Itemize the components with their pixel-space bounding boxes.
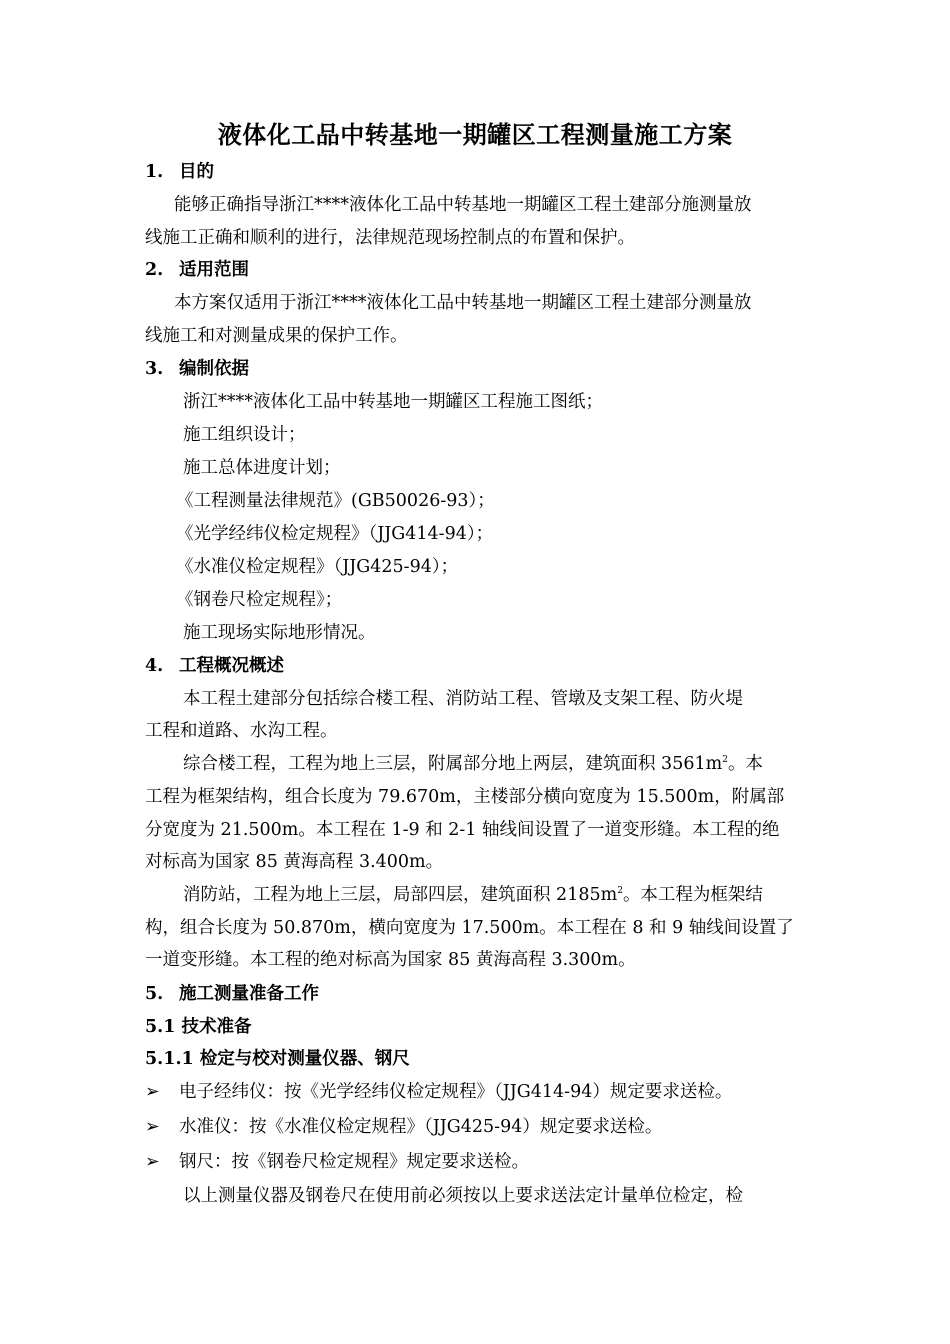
text-run: 消防站，工程为地上三层，局部四层，建筑面积 2185m <box>183 885 618 905</box>
text-run: 综合楼工程，工程为地上三层，附属部分地上两层，建筑面积 3561m <box>183 754 723 774</box>
bullet-item <box>145 1115 662 1139</box>
reference-item: 施工组织设计； <box>183 425 306 445</box>
subsection-5-1-1-heading: 5.1.1 检定与校对测量仪器、钢尺 <box>145 1049 410 1069</box>
reference-item: 《水准仪检定规程》（JJG425-94）； <box>176 557 459 577</box>
paragraph-line: 一道变形缝。本工程的绝对标高为国家 85 黄海高程 3.300m。 <box>145 950 636 970</box>
text-run: 。本工程为框架结 <box>622 885 763 905</box>
bullet-text: 钢尺：按《钢卷尺检定规程》规定要求送检。 <box>179 1152 529 1172</box>
section-1-heading <box>145 160 214 184</box>
reference-item: 《工程测量法律规范》(GB50026-93）； <box>176 491 495 511</box>
section-title: 适用范围 <box>179 260 249 280</box>
section-5-heading <box>145 982 319 1006</box>
reference-item: 《钢卷尺检定规程》； <box>176 590 343 610</box>
superscript: 2 <box>617 886 623 896</box>
section-title: 目的 <box>179 162 214 182</box>
paragraph-line: 本工程土建部分包括综合楼工程、消防站工程、管墩及支架工程、防火堤 <box>183 689 743 709</box>
paragraph-line: 分宽度为 21.500m。本工程在 1-9 和 2-1 轴线间设置了一道变形缝。本工程的绝 <box>145 820 780 840</box>
reference-item: 《光学经纬仪检定规程》（JJG414-94）； <box>176 524 494 544</box>
paragraph-line: 工程和道路、水沟工程。 <box>145 721 338 741</box>
section-2-heading <box>145 258 249 282</box>
paragraph-line: 本方案仅适用于浙江****液体化工品中转基地一期罐区工程土建部分测量放 <box>174 293 752 313</box>
section-4-heading <box>145 654 284 678</box>
paragraph-line: 线施工和对测量成果的保护工作。 <box>145 326 408 346</box>
paragraph-line: 能够正确指导浙江****液体化工品中转基地一期罐区工程土建部分施测量放 <box>174 195 752 215</box>
subsection-5-1-heading: 5.1 技术准备 <box>145 1017 252 1037</box>
section-number: 1. <box>145 162 164 182</box>
bullet-item <box>145 1150 529 1174</box>
bullet-text: 电子经纬仪：按《光学经纬仪检定规程》（JJG414-94）规定要求送检。 <box>179 1082 733 1102</box>
arrow-bullet-icon: ➢ <box>145 1117 160 1137</box>
paragraph-line <box>183 883 763 907</box>
reference-item: 浙江****液体化工品中转基地一期罐区工程施工图纸； <box>183 392 603 412</box>
bullet-text: 水准仪：按《水准仪检定规程》（JJG425-94）规定要求送检。 <box>179 1117 663 1137</box>
arrow-bullet-icon: ➢ <box>145 1082 160 1102</box>
paragraph-line: 线施工正确和顺利的进行，法律规范现场控制点的布置和保护。 <box>145 228 635 248</box>
paragraph-line <box>183 752 763 776</box>
section-3-heading <box>145 357 249 381</box>
paragraph-line: 以上测量仪器及钢卷尺在使用前必须按以上要求送法定计量单位检定，检 <box>183 1186 743 1206</box>
section-title: 编制依据 <box>179 359 249 379</box>
superscript: 2 <box>722 755 728 765</box>
section-number: 4. <box>145 656 164 676</box>
reference-item: 施工总体进度计划； <box>183 458 341 478</box>
section-number: 2. <box>145 260 164 280</box>
paragraph-line: 构，组合长度为 50.870m，横向宽度为 17.500m。本工程在 8 和 9 轴线间设置了 <box>145 918 794 938</box>
section-title: 施工测量准备工作 <box>179 984 319 1004</box>
bullet-item <box>145 1080 732 1104</box>
paragraph-line: 对标高为国家 85 黄海高程 3.400m。 <box>145 852 444 872</box>
section-title: 工程概况概述 <box>179 656 284 676</box>
arrow-bullet-icon: ➢ <box>145 1152 160 1172</box>
section-number: 5. <box>145 984 164 1004</box>
paragraph-line: 工程为框架结构，组合长度为 79.670m，主楼部分横向宽度为 15.500m，附属部 <box>145 787 785 807</box>
document-title: 液体化工品中转基地一期罐区工程测量施工方案 <box>217 120 733 149</box>
section-number: 3. <box>145 359 164 379</box>
reference-item: 施工现场实际地形情况。 <box>183 623 376 643</box>
text-run: 。本 <box>727 754 763 774</box>
